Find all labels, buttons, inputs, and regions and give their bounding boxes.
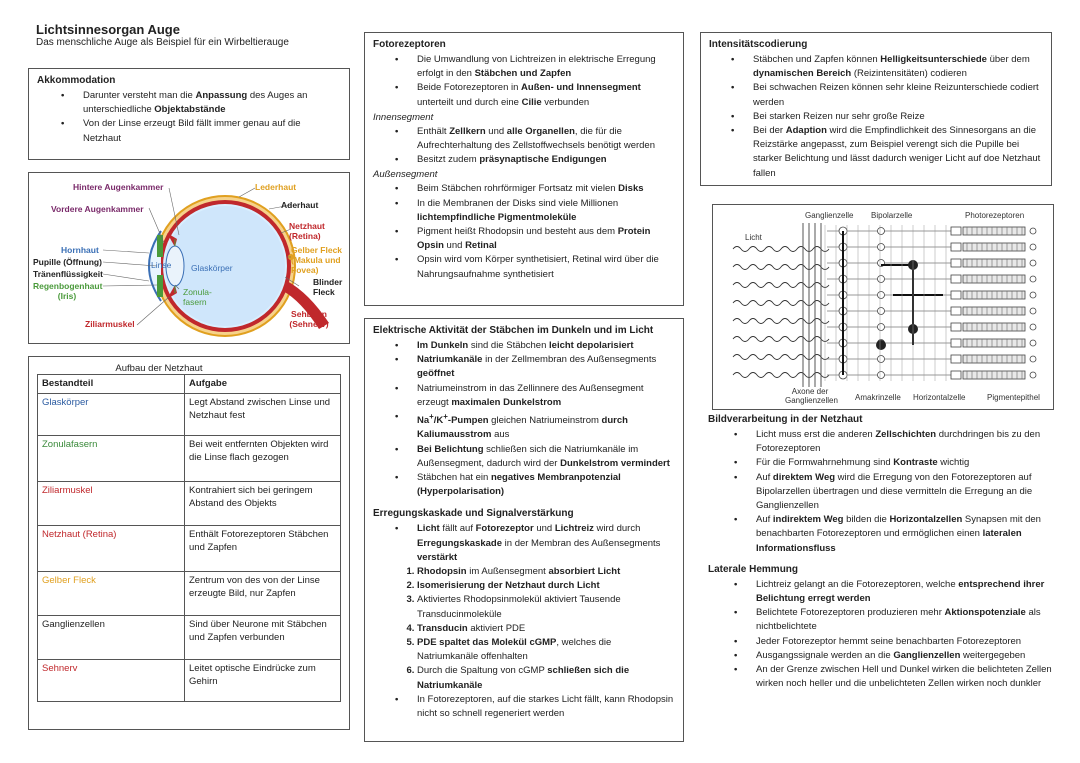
label-lederhaut: Lederhaut xyxy=(255,182,297,192)
cell-bestandteil: Gelber Fleck xyxy=(38,571,185,615)
label-ganglienzelle: Ganglienzelle xyxy=(805,211,854,220)
pigment-cell xyxy=(1030,276,1036,282)
bipolar-cell xyxy=(878,356,885,363)
cell-bestandteil: Ziliarmuskel xyxy=(38,481,185,525)
list-item: • Beim Stäbchen rohrförmiger Fortsatz mit vielen Disks xyxy=(417,182,675,196)
list-item: • Besitzt zudem präsynaptische Endigungen xyxy=(417,153,675,167)
list-item: • In die Membranen der Disks sind viele Millionen lichtempfindliche Pigmentmoleküle xyxy=(417,197,675,225)
receptor-inner xyxy=(951,275,961,283)
label-sehbahn: Sehbahn (Sehnerv) xyxy=(289,309,329,329)
receptor-inner xyxy=(951,291,961,299)
label-aderhaut: Aderhaut xyxy=(281,200,319,210)
bipolar-cell xyxy=(878,292,885,299)
list-item: • Stäbchen hat ein negatives Membranpotenzial (Hyperpolarisation) xyxy=(417,471,675,499)
cell-bestandteil: Netzhaut (Retina) xyxy=(38,525,185,571)
kaskade-steps xyxy=(373,565,675,693)
list-item: • An der Grenze zwischen Hell und Dunkel wirken die belichteten Zellen wirken noch heller und die unbelichteten Zellen wirken noch dunkler xyxy=(756,663,1056,691)
intensitaet-box xyxy=(700,32,1052,186)
kaskade-last: • In Fotorezeptoren, auf die starkes Licht fällt, kann Rhodopsin nicht so schnell regeneriert werden xyxy=(417,693,675,721)
label-amakrinzelle: Amakrinzelle xyxy=(855,393,901,402)
list-item: • Ausgangssignale werden an die Ganglienzellen weitergegeben xyxy=(756,649,1056,663)
label-hornhaut: Hornhaut xyxy=(61,245,99,255)
list-item: • Bei schwachen Reizen können sehr kleine Reizunterschiede codiert werden xyxy=(753,81,1043,109)
retina-diagram xyxy=(712,204,1054,410)
cell-aufgabe: Leitet optische Eindrücke zum Gehirn xyxy=(185,659,341,701)
label-netzhaut: Netzhaut (Retina) xyxy=(289,221,325,241)
label-photorezeptoren: Photorezeptoren xyxy=(965,211,1025,220)
list-item: 1. Rhodopsin im Außensegment absorbiert Licht xyxy=(417,565,675,579)
bipolar-cell xyxy=(878,244,885,251)
bildverarbeitung-section xyxy=(708,414,1056,744)
eye-diagram xyxy=(28,172,350,344)
label-blinder-fleck: Blinder Fleck xyxy=(313,277,343,297)
page-title: Lichtsinnesorgan Auge xyxy=(36,22,180,37)
list-item: • Bei Belichtung schließen sich die Natriumkanäle im Außensegment, dadurch wird der Dunkelstrom vermindert xyxy=(417,443,675,471)
list-item: • Opsin wird vom Körper synthetisiert, Retinal wird über die Nahrungsaufnahme synthetisiert xyxy=(417,253,675,281)
aussensegment-list xyxy=(373,182,675,281)
label-glaskoerper: Glaskörper xyxy=(191,263,233,273)
elektrisch-title: Elektrische Aktivität der Stäbchen im Dunkeln und im Licht xyxy=(373,325,654,336)
list-item: • Stäbchen und Zapfen können Helligkeitsunterschiede über dem dynamischen Bereich (Reizintensitäten) codieren xyxy=(753,53,1043,81)
kaskade-last-list xyxy=(373,693,675,721)
akkommodation-list xyxy=(37,89,341,146)
table-row xyxy=(38,615,341,659)
page-subtitle: Das menschliche Auge als Beispiel für ein Wirbeltierauge xyxy=(36,37,289,48)
list-item: • Bei starken Reizen nur sehr große Reize xyxy=(753,110,1043,124)
fotorezeptoren-box xyxy=(364,32,684,306)
table-row xyxy=(38,525,341,571)
bildverarbeitung-list xyxy=(708,428,1056,556)
pigment-cell xyxy=(1030,324,1036,330)
cell-aufgabe: Zentrum von des von der Linse erzeugte Bild, nur Zapfen xyxy=(185,571,341,615)
list-item: • Belichtete Fotorezeptoren produzieren mehr Aktionspotenziale als nichtbelichtete xyxy=(756,606,1056,634)
list-item: • Lichtreiz gelangt an die Fotorezeptoren, welche entsprechend ihrer Belichtung erregt werden xyxy=(756,578,1056,606)
label-vordere-augenkammer: Vordere Augenkammer xyxy=(51,204,144,214)
list-item: • Die Umwandlung von Lichtreizen in elektrische Erregung erfolgt in den Stäbchen und Zapfen xyxy=(417,53,675,81)
label-traenenfluessigkeit: Tränenflüssigkeit xyxy=(33,269,103,279)
kaskade-intro: • Licht fällt auf Fotorezeptor und Lichtreiz wird durch Erregungskaskade in der Membran des Außensegments verstärkt xyxy=(417,522,675,565)
innensegment-list xyxy=(373,125,675,168)
bipolar-cell xyxy=(878,372,885,379)
table-row xyxy=(38,659,341,701)
laterale-hemmung-list xyxy=(708,578,1056,692)
cell-aufgabe: Bei weit entfernten Objekten wird die Linse flach gezogen xyxy=(185,435,341,481)
dark-amakrin xyxy=(876,340,886,350)
list-item: • Natriumkanäle in der Zellmembran des Außensegments geöffnet xyxy=(417,353,675,381)
cell-bestandteil: Glaskörper xyxy=(38,393,185,435)
list-item: • Darunter versteht man die Anpassung des Auges an unterschiedliche Objektabstände xyxy=(83,89,341,117)
cell-aufgabe: Sind über Neurone mit Stäbchen und Zapfen verbunden xyxy=(185,615,341,659)
receptor-inner xyxy=(951,243,961,251)
laterale-hemmung-title: Laterale Hemmung xyxy=(708,563,799,575)
netzhaut-table-body xyxy=(38,393,341,701)
bildverarbeitung-title: Bildverarbeitung in der Netzhaut xyxy=(708,414,863,425)
label-regenbogenhaut: Regenbogenhaut (Iris) xyxy=(33,281,103,301)
list-item: • Für die Formwahrnehmung sind Kontraste wichtig xyxy=(756,456,1056,470)
label-axone: Axone der Ganglienzellen xyxy=(785,387,838,405)
list-item: 3. Aktiviertes Rhodopsinmolekül aktiviert Tausende Transducinmoleküle xyxy=(417,593,675,621)
iris-bottom xyxy=(157,275,163,297)
list-item: • Pigment heißt Rhodopsin und besteht aus dem Protein Opsin und Retinal xyxy=(417,225,675,253)
cell-aufgabe: Legt Abstand zwischen Linse und Netzhaut fest xyxy=(185,393,341,435)
cell-aufgabe: Kontrahiert sich bei geringem Abstand des Objekts xyxy=(185,481,341,525)
akkommodation-title: Akkommodation xyxy=(37,75,116,86)
list-item: 2. Isomerisierung der Netzhaut durch Licht xyxy=(417,579,675,593)
receptor-inner xyxy=(951,259,961,267)
pigment-cell xyxy=(1030,228,1036,234)
pigment-cell xyxy=(1030,260,1036,266)
receptor-inner xyxy=(951,227,961,235)
akkommodation-box xyxy=(28,68,350,160)
label-gelber-fleck: Gelber Fleck (Makula und Fovea) xyxy=(291,245,343,275)
netzhaut-table xyxy=(37,374,341,702)
elektrisch-list xyxy=(373,339,675,499)
bipolar-cell xyxy=(878,324,885,331)
bipolar-cell xyxy=(878,276,885,283)
pigment-cell xyxy=(1030,244,1036,250)
fotorezeptoren-list xyxy=(373,53,675,110)
cell-bestandteil: Ganglienzellen xyxy=(38,615,185,659)
cell-bestandteil: Zonulafasern xyxy=(38,435,185,481)
page-header xyxy=(36,22,289,48)
list-item: 6. Durch die Spaltung von cGMP schließen sich die Natriumkanäle xyxy=(417,664,675,692)
list-item: • Bei der Adaption wird die Empfindlichkeit des Sinnesorgans an die Reizstärke angepasst, zum Beispiel verengt sich die Pupille bei starker Belichtung und lässt dadurch weniger Licht auf doe Netzhaut fallen xyxy=(753,124,1043,181)
fotorezeptoren-title: Fotorezeptoren xyxy=(373,39,446,50)
table-row xyxy=(38,393,341,435)
list-item: • Natriumeinstrom in das Zellinnere des Außensegment erzeugt maximalen Dunkelstrom xyxy=(417,382,675,410)
receptor-inner xyxy=(951,371,961,379)
receptor-inner xyxy=(951,323,961,331)
bipolar-cell xyxy=(878,308,885,315)
label-pupille: Pupille (Öffnung) xyxy=(33,257,102,267)
pigment-cell xyxy=(1030,308,1036,314)
list-item: • Enthält Zellkern und alle Organellen, die für die Aufrechterhaltung des Zellstoffwechsels benötigt werden xyxy=(417,125,675,153)
aussensegment-title: Außensegment xyxy=(373,169,438,181)
list-item: • Auf indirektem Weg bilden die Horizontalzellen Synapsen mit den benachbarten Fotorezeptoren und ermöglichen einen lateralen Informationsfluss xyxy=(756,513,1056,556)
kaskade-intro-list xyxy=(373,522,675,565)
list-item: • Auf direktem Weg wird die Erregung von den Fotorezeptoren auf Bipolarzellen übertragen und diese vermitteln die Erregung an die Ganglienzellen xyxy=(756,471,1056,514)
intensitaet-title: Intensitätscodierung xyxy=(709,39,808,50)
table-row xyxy=(38,481,341,525)
list-item: • Jeder Fotorezeptor hemmt seine benachbarten Fotorezeptoren xyxy=(756,635,1056,649)
cell-bestandteil: Sehnerv xyxy=(38,659,185,701)
label-hintere-augenkammer: Hintere Augenkammer xyxy=(73,182,164,192)
label-horizontalzelle: Horizontalzelle xyxy=(913,393,966,402)
pigment-cell xyxy=(1030,292,1036,298)
label-bipolarzelle: Bipolarzelle xyxy=(871,211,913,220)
table-row xyxy=(38,571,341,615)
list-item: 5. PDE spaltet das Molekül cGMP, welches die Natriumkanäle offenhalten xyxy=(417,636,675,664)
pigment-cell xyxy=(1030,356,1036,362)
column-header-aufgabe: Aufgabe xyxy=(185,375,341,394)
netzhaut-table-box xyxy=(28,356,350,730)
innensegment-title: Innensegment xyxy=(373,111,434,123)
list-item: • Im Dunkeln sind die Stäbchen leicht depolarisiert xyxy=(417,339,675,353)
elektrisch-box xyxy=(364,318,684,742)
receptor-inner xyxy=(951,355,961,363)
retina-illustration xyxy=(713,205,1053,409)
column-header-bestandteil: Bestandteil xyxy=(38,375,185,394)
pigment-cell xyxy=(1030,372,1036,378)
list-item: • Beide Fotorezeptoren in Außen- und Innensegment unterteilt und durch eine Cilie verbunden xyxy=(417,81,675,109)
cell-aufgabe: Enthält Fotorezeptoren Stäbchen und Zapfen xyxy=(185,525,341,571)
list-item: • Von der Linse erzeugt Bild fällt immer genau auf die Netzhaut xyxy=(83,117,341,145)
label-ziliarmuskel: Ziliarmuskel xyxy=(85,319,135,329)
pigment-cell xyxy=(1030,340,1036,346)
label-licht: Licht xyxy=(745,233,762,242)
bipolar-cell xyxy=(878,228,885,235)
receptor-inner xyxy=(951,307,961,315)
intensitaet-list xyxy=(709,53,1043,181)
kaskade-title: Erregungskaskade und Signalverstärkung xyxy=(373,508,574,520)
table-row xyxy=(38,435,341,481)
list-item: • Licht muss erst die anderen Zellschichten durchdringen bis zu den Fotorezeptoren xyxy=(756,428,1056,456)
label-linse: Linse xyxy=(151,260,172,270)
list-item: 4. Transducin aktiviert PDE xyxy=(417,622,675,636)
label-pigmentepithel: Pigmentepithel xyxy=(987,393,1040,402)
label-zonulafasern: Zonula-fasern xyxy=(183,287,212,307)
netzhaut-table-title: Aufbau der Netzhaut xyxy=(115,363,203,374)
receptor-inner xyxy=(951,339,961,347)
list-item: • Na+/K+-Pumpen gleichen Natriumeinstrom durch Kaliumausstrom aus xyxy=(417,410,675,443)
